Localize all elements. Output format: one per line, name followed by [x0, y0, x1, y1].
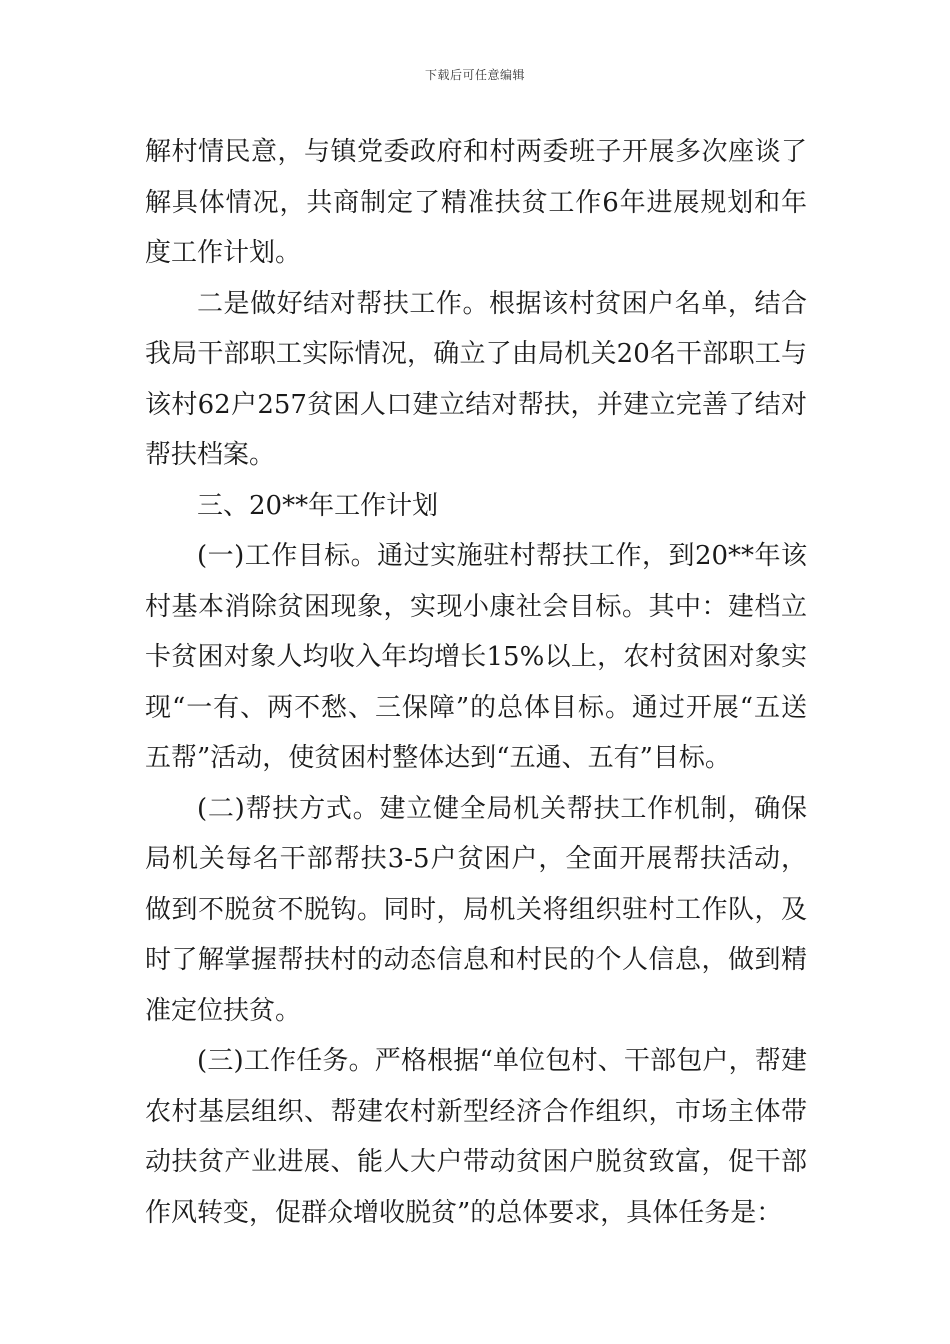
paragraph-continuation: 解村情民意，与镇党委政府和村两委班子开展多次座谈了解具体情况，共商制定了精准扶贫工作6年进展规划和年度工作计划。	[145, 137, 807, 268]
paragraph-assistance-method: (二)帮扶方式。建立健全局机关帮扶工作机制，确保局机关每名干部帮扶3-5户贫困户，全面开展帮扶活动，做到不脱贫不脱钩。同时，局机关将组织驻村工作队，及时了解掌握帮扶村的动态信息和村民的个人信息，做到精准定位扶贫。	[145, 793, 807, 1026]
paragraph-pairing-assistance: 二是做好结对帮扶工作。根据该村贫困户名单，结合我局干部职工实际情况，确立了由局机关20名干部职工与该村62户257贫困人口建立结对帮扶，并建立完善了结对帮扶档案。	[145, 288, 807, 470]
paragraph-work-tasks: (三)工作任务。严格根据“单位包村、干部包户，帮建农村基层组织、帮建农村新型经济合作组织，市场主体带动扶贫产业进展、能人大户带动贫困户脱贫致富，促干部作风转变，促群众增收脱贫”的总体要求，具体任务是：	[145, 1046, 807, 1228]
section-heading-work-plan: 三、20**年工作计划	[197, 490, 439, 521]
header-note: 下载后可任意编辑	[424, 68, 525, 82]
paragraph-work-goal: (一)工作目标。通过实施驻村帮扶工作，到20**年该村基本消除贫困现象，实现小康社会目标。其中：建档立卡贫困对象人均收入年均增长15%以上，农村贫困对象实现“一有、两不愁、三保障”的总体目标。通过开展“五送五帮”活动，使贫困村整体达到“五通、五有”目标。	[145, 541, 807, 773]
document-body	[145, 127, 807, 1238]
